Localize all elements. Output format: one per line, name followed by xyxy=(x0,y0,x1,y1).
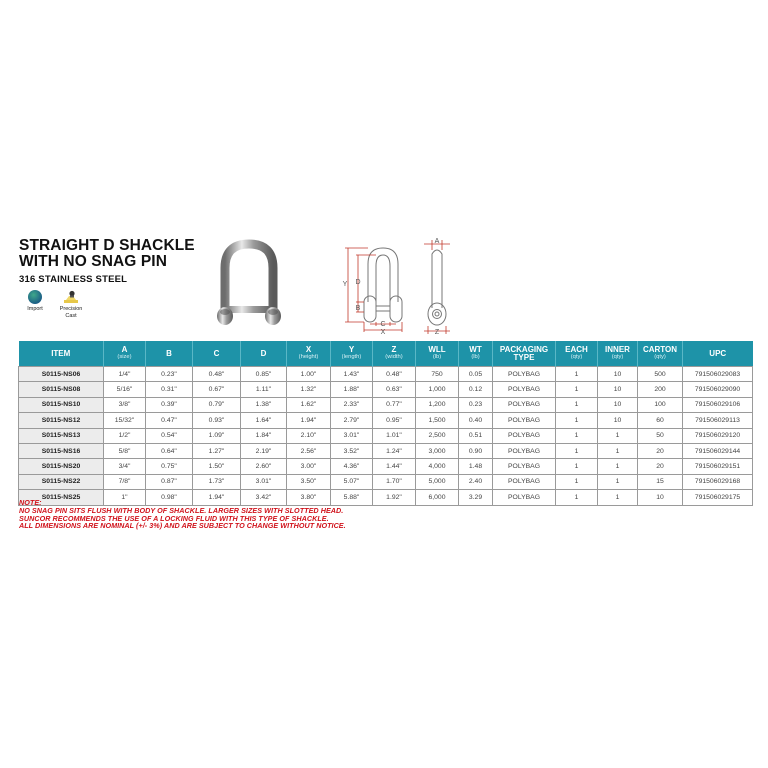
table-cell: 0.23" xyxy=(146,367,193,382)
table-cell: 500 xyxy=(638,367,683,382)
table-cell: 1.70" xyxy=(373,474,416,489)
table-cell: 0.87" xyxy=(146,474,193,489)
dim-label-c: C xyxy=(380,321,386,328)
table-cell: 200 xyxy=(638,382,683,397)
table-cell: 5/16" xyxy=(104,382,146,397)
table-cell: 0.48" xyxy=(193,367,241,382)
table-cell: 1.43" xyxy=(331,367,373,382)
table-cell: 1.09" xyxy=(193,428,241,443)
table-cell: 0.40 xyxy=(459,413,493,428)
badge-precision-cast-label xyxy=(60,306,83,319)
table-cell: 791506029113 xyxy=(683,413,753,428)
badge-import-label: Import xyxy=(27,306,43,312)
col-header-each: EACH (qty) xyxy=(556,341,598,367)
dim-label-y: Y xyxy=(342,281,348,288)
dim-label-z: Z xyxy=(434,329,440,336)
table-cell: 1 xyxy=(598,459,638,474)
table-cell: POLYBAG xyxy=(493,428,556,443)
spec-table xyxy=(18,341,753,506)
table-cell: 0.85" xyxy=(241,367,287,382)
table-cell: 1.88" xyxy=(331,382,373,397)
table-cell: 5.88" xyxy=(331,490,373,505)
table-cell: 5/8" xyxy=(104,443,146,458)
table-cell: 0.63" xyxy=(373,382,416,397)
table-cell: 10 xyxy=(598,413,638,428)
table-cell: 1/4" xyxy=(104,367,146,382)
table-cell: 15 xyxy=(638,474,683,489)
table-cell: 791506029144 xyxy=(683,443,753,458)
product-material: 316 STAINLESS STEEL xyxy=(19,274,128,285)
table-cell: 2.79" xyxy=(331,413,373,428)
table-cell: 0.79" xyxy=(193,397,241,412)
table-cell: 1 xyxy=(598,443,638,458)
table-cell: 4.36" xyxy=(331,459,373,474)
table-row xyxy=(19,474,753,489)
table-cell: 15/32" xyxy=(104,413,146,428)
table-cell: 3.29 xyxy=(459,490,493,505)
table-cell: 1 xyxy=(598,428,638,443)
col-header-wt: WT (lb) xyxy=(459,341,493,367)
col-header-d: D xyxy=(241,341,287,367)
table-cell: 0.90 xyxy=(459,443,493,458)
table-cell: 1/2" xyxy=(104,428,146,443)
item-code-cell: S0115-NS22 xyxy=(19,474,104,489)
note-line-3: ALL DIMENSIONS ARE NOMINAL (+/- 3%) AND ARE SUBJECT TO CHANGE WITHOUT NOTICE. xyxy=(19,521,346,531)
table-cell: 1.62" xyxy=(287,397,331,412)
globe-icon xyxy=(28,290,42,304)
table-cell: 0.51 xyxy=(459,428,493,443)
table-cell: 3.01" xyxy=(241,474,287,489)
table-cell: 3.00" xyxy=(287,459,331,474)
table-row xyxy=(19,443,753,458)
table-cell: 10 xyxy=(598,397,638,412)
table-cell: 2.10" xyxy=(287,428,331,443)
col-header-a: A (size) xyxy=(104,341,146,367)
table-cell: 3.52" xyxy=(331,443,373,458)
badge-precision-cast xyxy=(58,290,84,319)
item-code-cell: S0115-NS12 xyxy=(19,413,104,428)
table-cell: 0.77" xyxy=(373,397,416,412)
table-cell: 1 xyxy=(556,413,598,428)
table-cell: 750 xyxy=(416,367,459,382)
table-header-row xyxy=(19,341,753,367)
table-cell: 5.07" xyxy=(331,474,373,489)
shackle-side-diagram xyxy=(422,236,452,336)
table-cell: 0.05 xyxy=(459,367,493,382)
table-cell: 3.50" xyxy=(287,474,331,489)
table-cell: 10 xyxy=(638,490,683,505)
table-cell: 3.42" xyxy=(241,490,287,505)
table-cell: 6,000 xyxy=(416,490,459,505)
table-cell: 1.00" xyxy=(287,367,331,382)
table-cell: 2.56" xyxy=(287,443,331,458)
table-cell: 100 xyxy=(638,397,683,412)
badge-label-line2: Cast xyxy=(65,312,77,319)
table-cell: 1 xyxy=(556,382,598,397)
table-cell: 2.40 xyxy=(459,474,493,489)
table-cell: 791506029083 xyxy=(683,367,753,382)
table-cell: POLYBAG xyxy=(493,490,556,505)
table-cell: 1 xyxy=(598,490,638,505)
note-line-2: SUNCOR RECOMMENDS THE USE OF A LOCKING FLUID WITH THIS TYPE OF SHACKLE. xyxy=(19,513,329,523)
product-title-line1: STRAIGHT D SHACKLE xyxy=(19,237,195,254)
table-cell: 1.38" xyxy=(241,397,287,412)
table-cell: 1.84" xyxy=(241,428,287,443)
note-heading: NOTE: xyxy=(19,498,42,507)
note-line-1: NO SNAG PIN SITS FLUSH WITH BODY OF SHACKLE. LARGER SIZES WITH SLOTTED HEAD. xyxy=(19,505,344,515)
col-header-z: Z (width) xyxy=(373,341,416,367)
table-cell: 0.39" xyxy=(146,397,193,412)
table-row xyxy=(19,428,753,443)
table-cell: 0.23 xyxy=(459,397,493,412)
table-cell: 50 xyxy=(638,428,683,443)
table-cell: 1 xyxy=(556,474,598,489)
table-cell: 791506029175 xyxy=(683,490,753,505)
table-cell: 1.92" xyxy=(373,490,416,505)
table-cell: 2,500 xyxy=(416,428,459,443)
table-cell: 0.64" xyxy=(146,443,193,458)
item-code-cell: S0115-NS16 xyxy=(19,443,104,458)
table-cell: 1.11" xyxy=(241,382,287,397)
table-cell: 3/4" xyxy=(104,459,146,474)
table-cell: 791506029151 xyxy=(683,459,753,474)
table-row xyxy=(19,367,753,382)
item-code-cell: S0115-NS20 xyxy=(19,459,104,474)
item-code-cell: S0115-NS13 xyxy=(19,428,104,443)
badge-import xyxy=(22,290,48,319)
feature-badges xyxy=(22,290,84,319)
notes xyxy=(19,499,346,530)
table-cell: 1.01" xyxy=(373,428,416,443)
col-header-item: ITEM xyxy=(19,341,104,367)
table-cell: POLYBAG xyxy=(493,474,556,489)
product-heading xyxy=(19,238,195,285)
product-title-line2: WITH NO SNAG PIN xyxy=(19,253,167,270)
table-cell: 1 xyxy=(556,443,598,458)
badge-label-line1: Precision xyxy=(59,306,83,312)
table-cell: POLYBAG xyxy=(493,367,556,382)
table-cell: 1" xyxy=(104,490,146,505)
table-cell: 10 xyxy=(598,382,638,397)
table-cell: 1.32" xyxy=(287,382,331,397)
table-cell: 0.31" xyxy=(146,382,193,397)
table-cell: POLYBAG xyxy=(493,382,556,397)
table-row xyxy=(19,382,753,397)
table-cell: 791506029120 xyxy=(683,428,753,443)
table-cell: 1 xyxy=(556,459,598,474)
table-cell: 60 xyxy=(638,413,683,428)
table-cell: 2.33" xyxy=(331,397,373,412)
spec-table-body xyxy=(19,367,753,506)
table-cell: 1.48 xyxy=(459,459,493,474)
table-cell: 0.54" xyxy=(146,428,193,443)
table-cell: 1.24" xyxy=(373,443,416,458)
table-cell: 1.73" xyxy=(193,474,241,489)
table-cell: 0.95" xyxy=(373,413,416,428)
table-cell: 1,200 xyxy=(416,397,459,412)
table-cell: 791506029106 xyxy=(683,397,753,412)
table-cell: 4,000 xyxy=(416,459,459,474)
col-header-wll: WLL (lb) xyxy=(416,341,459,367)
table-row xyxy=(19,397,753,412)
table-cell: 3,000 xyxy=(416,443,459,458)
dim-label-b: B xyxy=(355,305,361,312)
table-cell: 791506029168 xyxy=(683,474,753,489)
table-cell: 1,500 xyxy=(416,413,459,428)
item-code-cell: S0115-NS08 xyxy=(19,382,104,397)
table-cell: 2.19" xyxy=(241,443,287,458)
dim-label-a: A xyxy=(434,238,440,245)
col-header-y: Y (length) xyxy=(331,341,373,367)
col-header-x: X (height) xyxy=(287,341,331,367)
shackle-front-diagram xyxy=(340,240,425,335)
table-cell: 20 xyxy=(638,459,683,474)
table-cell: 1,000 xyxy=(416,382,459,397)
table-cell: POLYBAG xyxy=(493,459,556,474)
table-cell: 7/8" xyxy=(104,474,146,489)
table-cell: 3.01" xyxy=(331,428,373,443)
col-header-packaging: PACKAGING TYPE xyxy=(493,341,556,367)
table-cell: 1 xyxy=(556,428,598,443)
precision-cast-icon xyxy=(63,290,79,304)
table-row xyxy=(19,459,753,474)
table-cell: 0.75" xyxy=(146,459,193,474)
table-cell: 2.60" xyxy=(241,459,287,474)
table-cell: 1.27" xyxy=(193,443,241,458)
table-cell: 0.93" xyxy=(193,413,241,428)
table-cell: 0.48" xyxy=(373,367,416,382)
col-header-carton: CARTON (qty) xyxy=(638,341,683,367)
shackle-product-image xyxy=(213,238,285,330)
table-cell: 1.94" xyxy=(287,413,331,428)
table-cell: POLYBAG xyxy=(493,413,556,428)
table-cell: 0.47" xyxy=(146,413,193,428)
col-header-c: C xyxy=(193,341,241,367)
item-code-cell: S0115-NS25 xyxy=(19,490,104,505)
col-header-b: B xyxy=(146,341,193,367)
table-cell: 0.67" xyxy=(193,382,241,397)
table-cell: 1 xyxy=(556,367,598,382)
table-cell: 1.44" xyxy=(373,459,416,474)
table-cell: 20 xyxy=(638,443,683,458)
table-cell: 1.94" xyxy=(193,490,241,505)
table-cell: 10 xyxy=(598,367,638,382)
table-cell: 1.64" xyxy=(241,413,287,428)
item-code-cell: S0115-NS10 xyxy=(19,397,104,412)
table-cell: 1.50" xyxy=(193,459,241,474)
table-cell: 1 xyxy=(556,397,598,412)
table-row xyxy=(19,413,753,428)
col-header-inner: INNER (qty) xyxy=(598,341,638,367)
table-cell: 1 xyxy=(598,474,638,489)
dim-label-x: X xyxy=(380,329,386,335)
table-cell: 791506029090 xyxy=(683,382,753,397)
table-cell: POLYBAG xyxy=(493,397,556,412)
table-cell: 0.12 xyxy=(459,382,493,397)
table-cell: 5,000 xyxy=(416,474,459,489)
item-code-cell: S0115-NS06 xyxy=(19,367,104,382)
table-cell: 3.80" xyxy=(287,490,331,505)
table-cell: POLYBAG xyxy=(493,443,556,458)
table-cell: 1 xyxy=(556,490,598,505)
table-cell: 0.98" xyxy=(146,490,193,505)
col-header-upc: UPC xyxy=(683,341,753,367)
dim-label-d: D xyxy=(355,279,361,286)
table-cell: 3/8" xyxy=(104,397,146,412)
